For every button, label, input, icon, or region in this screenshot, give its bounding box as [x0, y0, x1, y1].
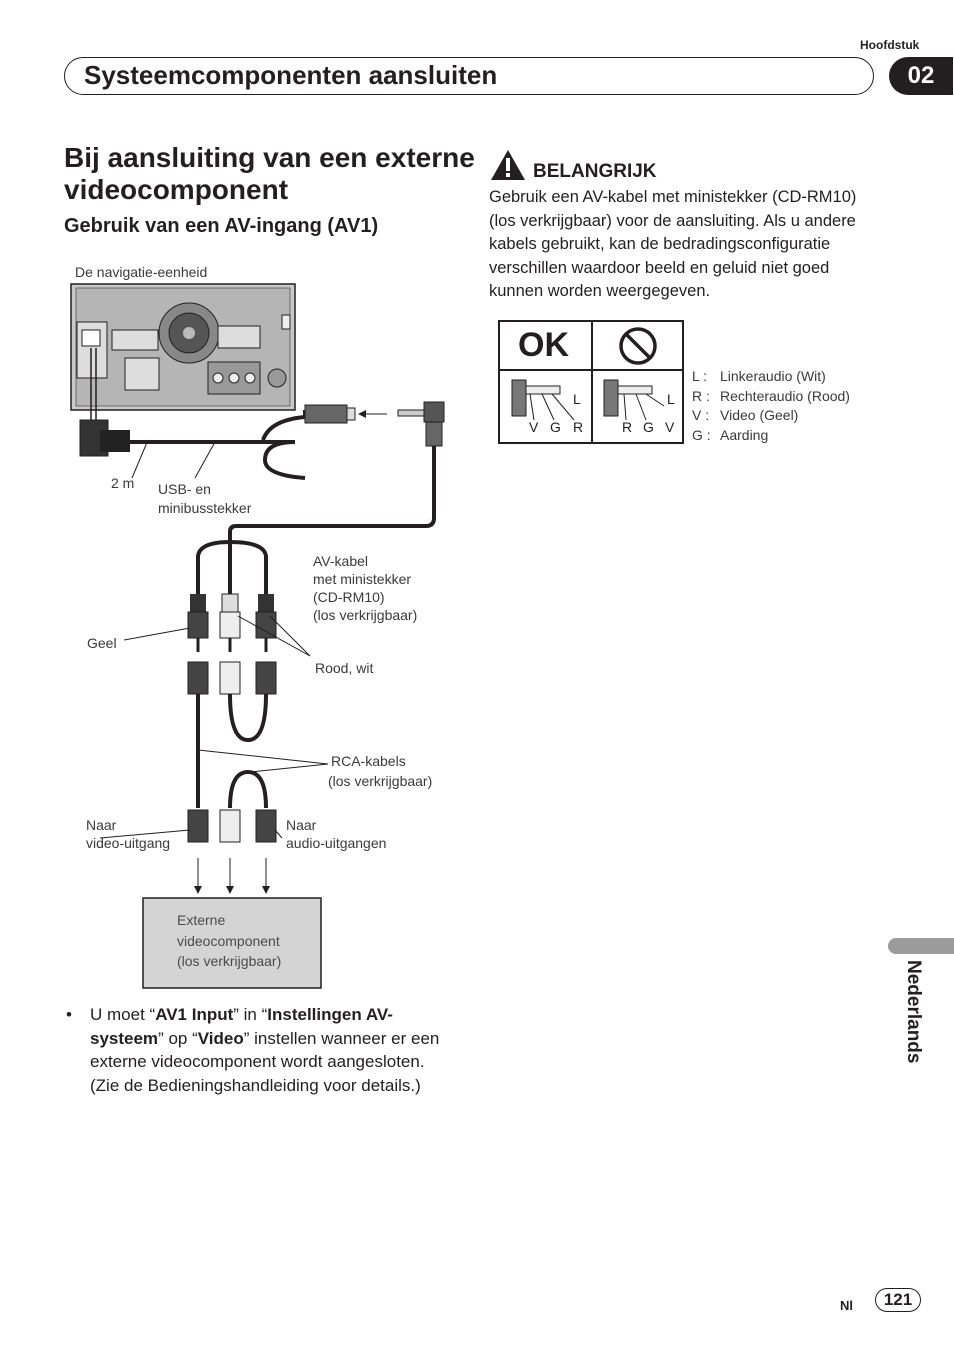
ok-plug-v: V — [529, 419, 539, 435]
legend-row: R : Rechteraudio (Rood) — [692, 387, 850, 404]
ok-label: OK — [518, 326, 569, 364]
label-rood-wit: Rood, wit — [315, 660, 374, 676]
section-title: Bij aansluiting van een externe videocomponent — [64, 142, 475, 205]
ng-plug-r: R — [622, 419, 633, 435]
legend-row: L : Linkeraudio (Wit) — [692, 368, 826, 384]
important-title: BELANGRIJK — [533, 161, 657, 182]
label-naar-audio-line: audio-uitgangen — [286, 835, 387, 851]
language-tab — [888, 938, 954, 954]
plug-legend — [692, 367, 850, 445]
av-plugs-upper — [188, 594, 276, 638]
ok-plug-l: L — [573, 391, 581, 407]
label-external-component — [177, 910, 281, 972]
language-label: Nederlands — [903, 960, 924, 1064]
label-usb-line2: minibusstekker — [158, 500, 252, 516]
label-av-cable-line: met ministekker — [313, 571, 412, 587]
rca-plugs-lower — [188, 810, 276, 842]
label-naar-video-line: video-uitgang — [86, 835, 171, 851]
ok-plug-g: G — [550, 419, 561, 435]
label-av-cable-line: (los verkrijgbaar) — [313, 607, 418, 623]
label-naar-video — [86, 816, 170, 852]
ng-plug-v: V — [665, 419, 675, 435]
ok-plug-r: R — [573, 419, 584, 435]
label-rca-line1: RCA-kabels — [331, 753, 406, 769]
connection-diagram — [60, 260, 460, 1000]
label-av-cable — [313, 552, 417, 624]
legend-row: V : Video (Geel) — [692, 407, 799, 423]
ng-plug-g: G — [643, 419, 654, 435]
label-geel: Geel — [87, 635, 117, 651]
navigation-unit-illustration — [71, 284, 295, 410]
label-naar-video-line: Naar — [86, 817, 117, 833]
chapter-number: 02 — [889, 57, 953, 95]
bullet-symbol: • — [66, 1005, 72, 1024]
label-naar-audio-line: Naar — [286, 817, 317, 833]
label-nav-unit: De navigatie-eenheid — [75, 264, 208, 280]
section-subtitle: Gebruik van een AV-ingang (AV1) — [64, 215, 379, 237]
legend-row: G : Aarding — [692, 426, 769, 443]
label-av-cable-line: (CD-RM10) — [313, 589, 385, 605]
label-external-line: (los verkrijgbaar) — [177, 953, 282, 969]
footer-language: Nl — [840, 1298, 853, 1313]
rca-plugs-upper — [188, 662, 276, 694]
label-rca-line2: (los verkrijgbaar) — [328, 773, 433, 789]
warning-icon — [489, 148, 527, 182]
ng-plug-l: L — [667, 391, 675, 407]
label-usb-line1: USB- en — [158, 481, 211, 497]
instruction-text: U moet “AV1 Input” in “Instellingen AV-systeem” op “Video” instellen wanneer er een externe videocomponent wordt aangesloten. (Zie de Bedieningshandleiding voor details.) — [90, 1005, 440, 1095]
page-number: 121 — [875, 1288, 921, 1312]
chapter-title: Systeemcomponenten aansluiten — [84, 60, 498, 90]
label-external-line: Externe — [177, 912, 226, 928]
chapter-label: Hoofdstuk — [860, 38, 920, 52]
label-naar-audio — [286, 816, 386, 852]
label-length: 2 m — [111, 475, 135, 491]
label-external-line: videocomponent — [177, 932, 280, 949]
label-av-cable-line: AV-kabel — [313, 553, 368, 569]
important-text: Gebruik een AV-kabel met ministekker (CD-RM10) (los verkrijgbaar) voor de aansluiting. Als u andere kabels gebruikt, kan de bedradingsconfiguratie verschillen waardoor beeld en geluid niet goed kunnen worden weergegeven. — [489, 188, 857, 300]
